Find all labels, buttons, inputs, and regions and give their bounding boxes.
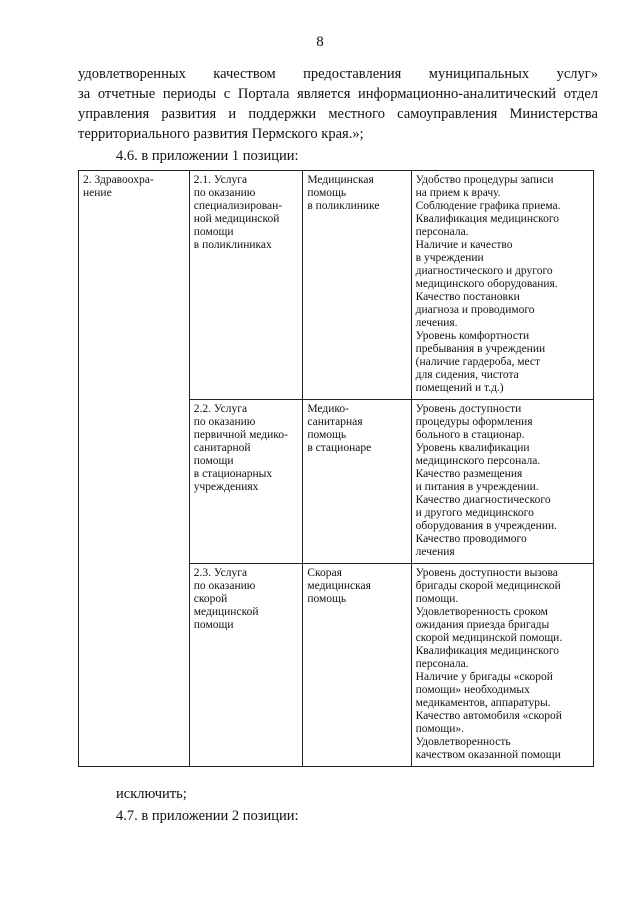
cell-line: помощь [307,593,347,605]
cell-line: в поликлиниках [193,239,272,251]
cell-line: и другого медицинского [415,507,534,519]
cell-line: диагностического и другого [415,265,553,277]
criteria-cell [411,400,593,564]
cell-line: Качество диагностического [415,494,551,506]
cell-line: по оказанию [193,580,256,592]
care-type-cell [303,564,411,767]
care-type-cell [303,400,411,564]
criteria-cell [411,171,593,400]
cell-line: учреждениях [193,481,259,493]
cell-line: специализирован- [193,200,283,212]
cell-line: ожидания приезда бригады [415,619,550,631]
cell-line: процедуры оформления [415,416,533,428]
page-number: 8 [316,34,324,50]
cell-line: больного в стационар. [415,429,525,441]
cell-line: медицинской [193,606,259,618]
intro-line: удовлетворенных качеством предоставления муниципальных услуг» [78,66,598,82]
cell-line: Медицинская [307,174,374,186]
cell-line: первичной медико- [193,429,288,441]
cell-line: Удовлетворенность сроком [415,606,548,618]
cell-line: Уровень доступности вызова [415,567,558,579]
cell-line: по оказанию [193,187,256,199]
cell-line: Наличие и качество [415,239,513,251]
cell-line: помощи [193,226,234,238]
cell-line: помощи [193,455,234,467]
cell-line: санитарная [307,416,363,428]
services-table [78,170,594,767]
intro-line: управления развития и поддержки местного самоуправления Министерства [78,106,598,122]
cell-line: в стационаре [307,442,372,454]
cell-line: помещений и т.д.) [415,382,504,394]
cell-line: помощь [307,429,347,441]
cell-line: 2.2. Услуга [193,403,248,415]
cell-line: Уровень квалификации [415,442,530,454]
table-row [79,171,594,400]
cell-line: ной медицинской [193,213,280,225]
cell-line: пребывания в учреждении [415,343,546,355]
cell-line: помощи [193,619,234,631]
cell-line: Качество автомобиля «скорой [415,710,562,722]
service-cell [189,400,303,564]
sector-cell [79,171,190,767]
cell-line: помощь [307,187,347,199]
cell-line: Качество проводимого [415,533,527,545]
cell-line: медицинская [307,580,371,592]
service-cell [189,564,303,767]
cell-line: Качество размещения [415,468,523,480]
cell-line: скорой медицинской помощи. [415,632,563,644]
cell-line: лечения [415,546,455,558]
cell-line: Качество постановки [415,291,520,303]
cell-line: по оказанию [193,416,256,428]
cell-line: в учреждении [415,252,484,264]
intro-paragraph [78,64,598,144]
intro-line: территориального развития Пермского края.»; [78,126,364,142]
cell-line: (наличие гардероба, мест [415,356,541,368]
cell-line: бригады скорой медицинской [415,580,561,592]
cell-line: Соблюдение графика приема. [415,200,561,212]
cell-line: Удобство процедуры записи [415,174,554,186]
cell-line: помощи» необходимых [415,684,530,696]
care-type-cell [303,171,411,400]
cell-line: нение [83,187,112,199]
cell-line: Квалификация медицинского [415,645,560,657]
cell-line: Квалификация медицинского [415,213,560,225]
cell-line: 2.1. Услуга [193,174,248,186]
cell-line: помощи». [415,723,464,735]
cell-line: Скорая [307,567,342,579]
item-4-7: 4.7. в приложении 2 позиции: [116,808,299,824]
cell-line: персонала. [415,658,469,670]
cell-line: диагноза и проводимого [415,304,535,316]
cell-line: медикаментов, аппаратуры. [415,697,551,709]
service-cell [189,171,303,400]
cell-line: 2.3. Услуга [193,567,248,579]
cell-line: 2. Здравоохра- [83,174,154,186]
cell-line: Уровень комфортности [415,330,530,342]
cell-line: медицинского оборудования. [415,278,558,290]
cell-line: оборудования в учреждении. [415,520,558,532]
cell-line: санитарной [193,442,251,454]
criteria-cell [411,564,593,767]
cell-line: медицинского персонала. [415,455,541,467]
cell-line: лечения. [415,317,458,329]
exclude-text: исключить; [116,786,187,802]
cell-line: в поликлинике [307,200,380,212]
cell-line: Удовлетворенность [415,736,511,748]
cell-line: персонала. [415,226,469,238]
cell-line: и питания в учреждении. [415,481,539,493]
cell-line: Медико- [307,403,349,415]
item-4-6: 4.6. в приложении 1 позиции: [116,148,299,164]
cell-line: для сидения, чистота [415,369,519,381]
intro-line: за отчетные периоды с Портала является информационно-аналитический отдел [78,86,598,102]
cell-line: помощи. [415,593,459,605]
cell-line: Уровень доступности [415,403,522,415]
cell-line: Наличие у бригады «скорой [415,671,553,683]
cell-line: качеством оказанной помощи [415,749,561,761]
cell-line: в стационарных [193,468,273,480]
cell-line: скорой [193,593,228,605]
cell-line: на прием к врачу. [415,187,501,199]
